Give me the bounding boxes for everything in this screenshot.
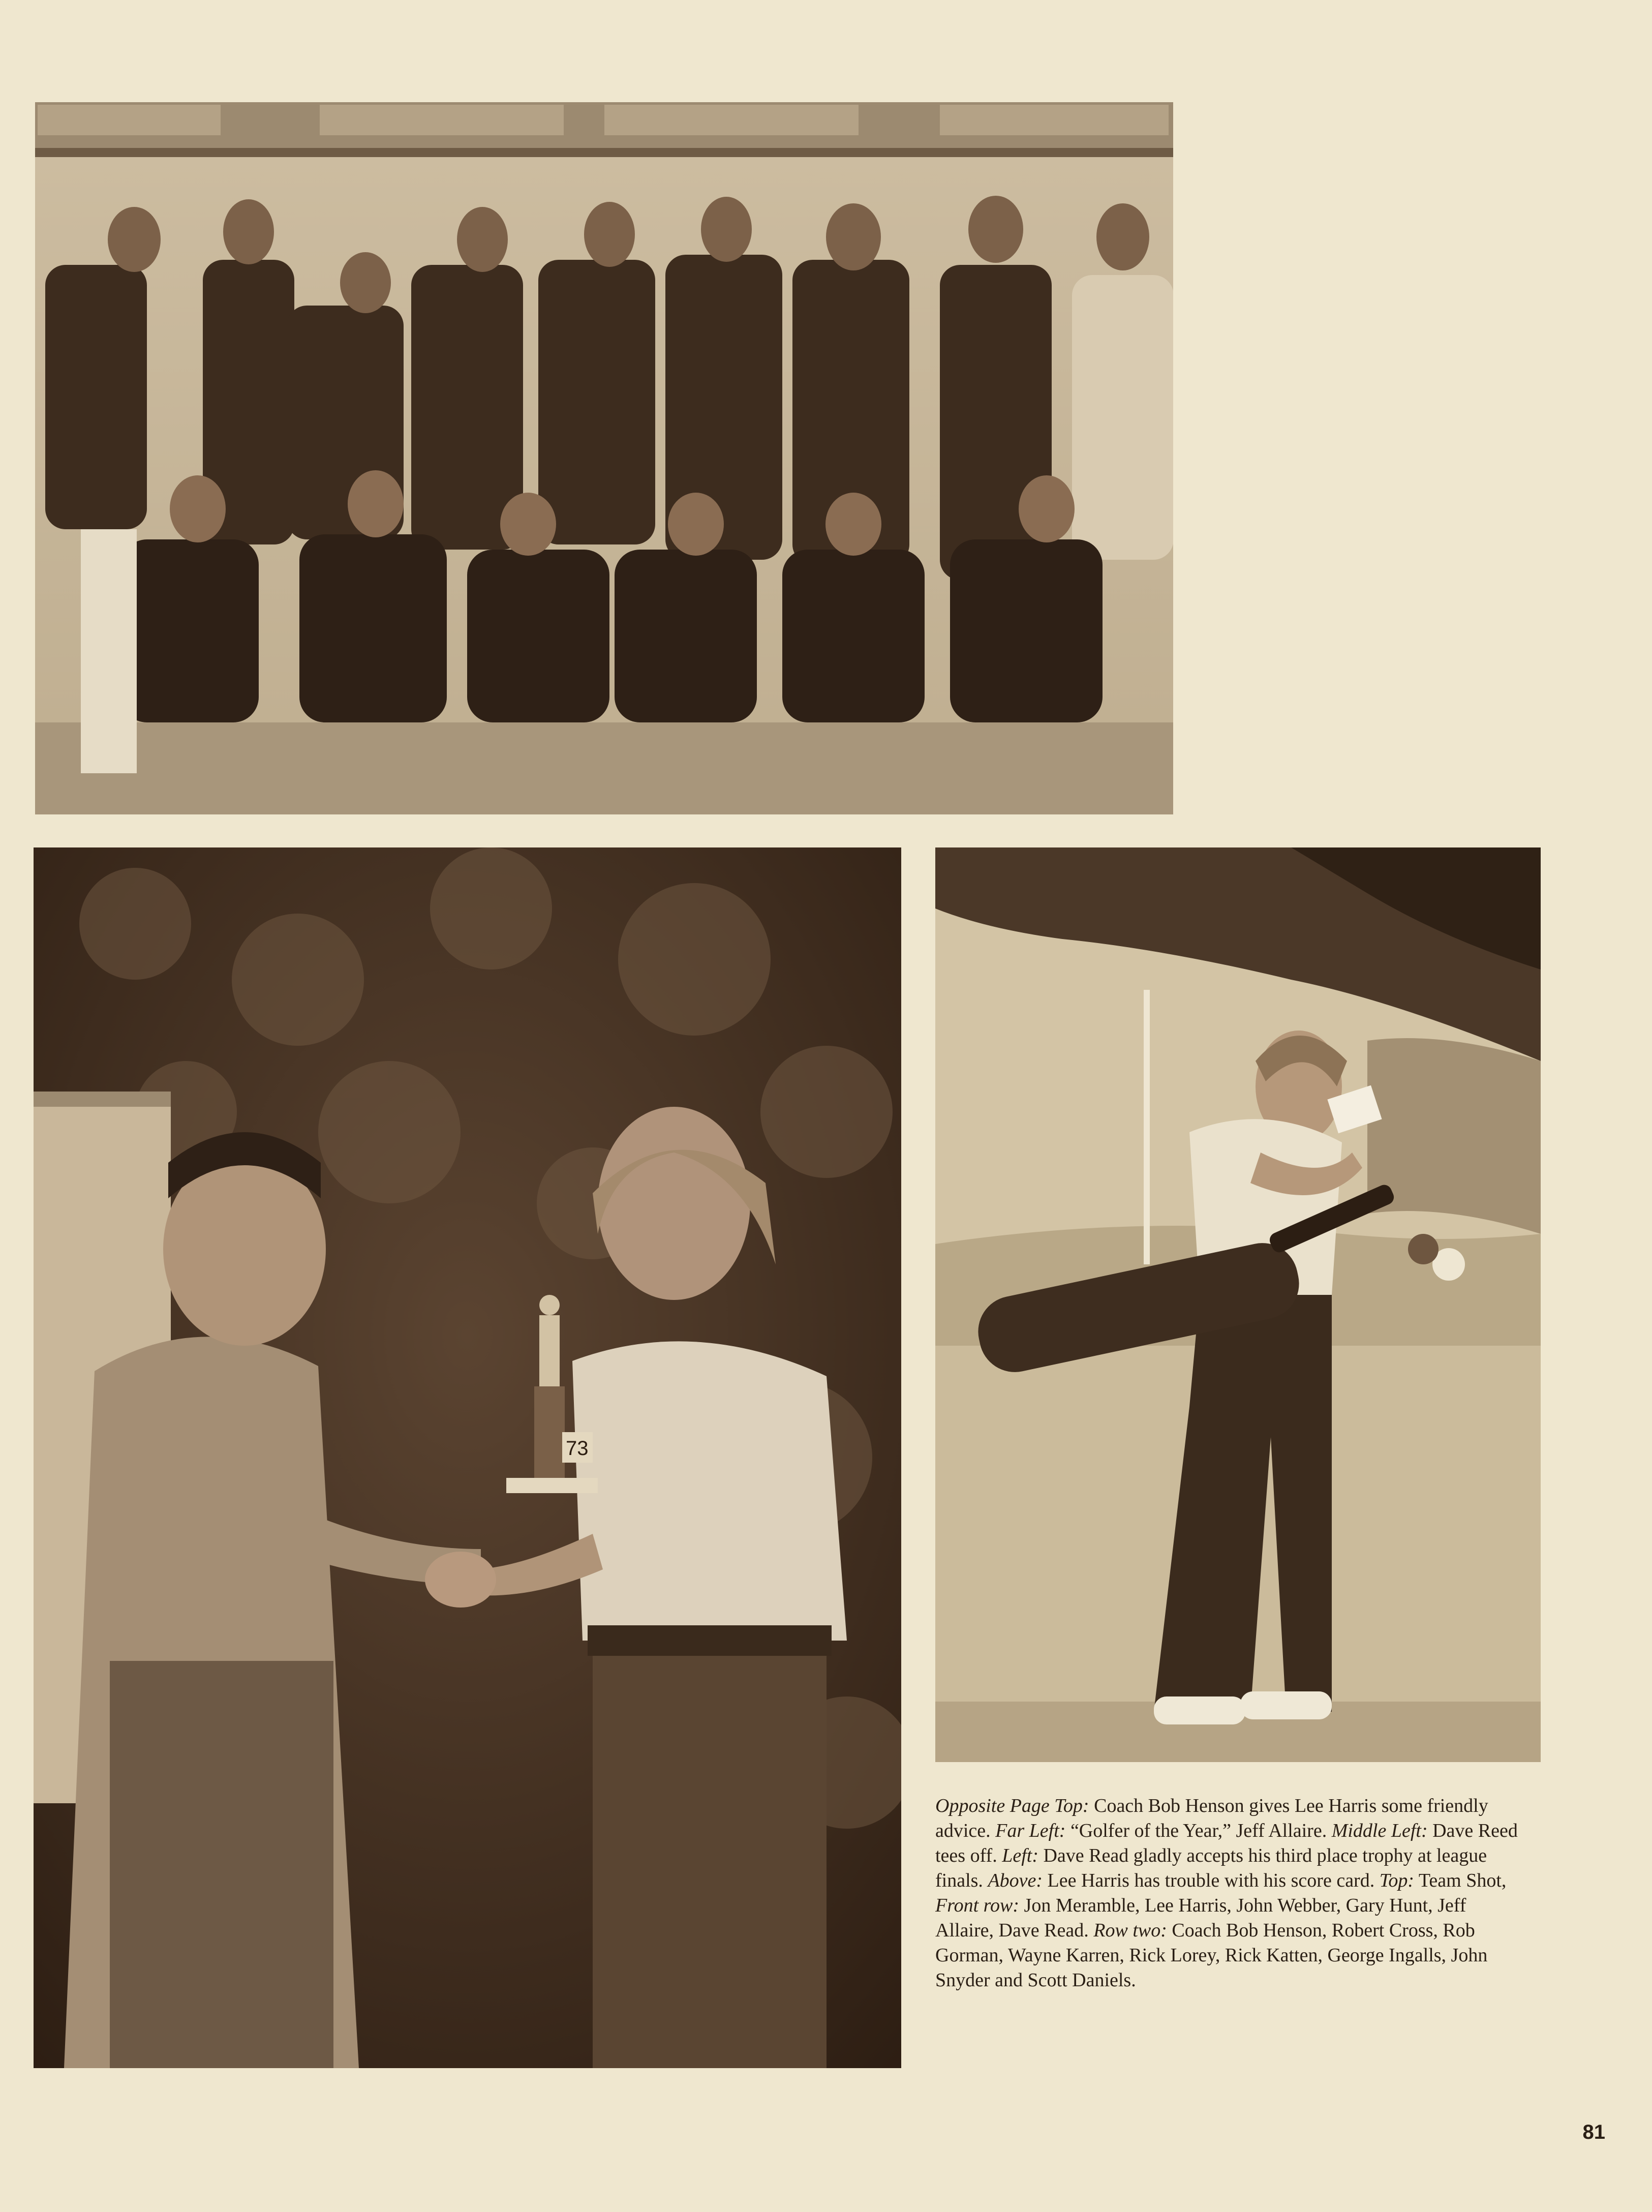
caption-label-far-left: Far Left: — [995, 1820, 1066, 1841]
caption-text-opposite-page-top: Coach Bob Henson gives Lee Harris some friendly advice. — [935, 1795, 1488, 1841]
caption-paragraph — [935, 1794, 1525, 1993]
photo-caption — [935, 1794, 1525, 1993]
golfer-scorecard-image — [935, 847, 1541, 1762]
caption-label-middle-left: Middle Left: — [1331, 1820, 1428, 1841]
caption-text-middle-left: Dave Reed tees off. — [935, 1820, 1518, 1866]
trophy-plate-text: 73 — [566, 1437, 589, 1460]
caption-text-top: Team Shot, — [1414, 1870, 1507, 1891]
caption-label-above: Above: — [988, 1870, 1043, 1891]
golfer-scorecard-photo — [935, 847, 1541, 1762]
team-photo — [35, 102, 1173, 814]
caption-label-opposite-page-top: Opposite Page Top: — [935, 1795, 1089, 1816]
team-photo-image — [35, 102, 1173, 814]
caption-text-left: Dave Read gladly accepts his third place trophy at league finals. — [935, 1845, 1487, 1891]
trophy-presentation-photo — [34, 847, 901, 2068]
caption-text-front-row: Jon Meramble, Lee Harris, John Webber, Gary Hunt, Jeff Allaire, Dave Read. — [935, 1895, 1466, 1941]
trophy-presentation-image — [34, 847, 901, 2068]
page-number: 81 — [1582, 2121, 1605, 2143]
caption-label-top: Top: — [1379, 1870, 1415, 1891]
caption-label-left: Left: — [1002, 1845, 1038, 1866]
caption-label-front-row: Front row: — [935, 1895, 1020, 1916]
caption-text-row-two: Coach Bob Henson, Robert Cross, Rob Gorman, Wayne Karren, Rick Lorey, Rick Katten, George Ingalls, John Snyder and Scott Daniels. — [935, 1920, 1488, 1991]
caption-label-row-two: Row two: — [1093, 1920, 1167, 1941]
caption-text-far-left: “Golfer of the Year,” Jeff Allaire. — [1065, 1820, 1332, 1841]
caption-text-above: Lee Harris has trouble with his score card. — [1043, 1870, 1380, 1891]
